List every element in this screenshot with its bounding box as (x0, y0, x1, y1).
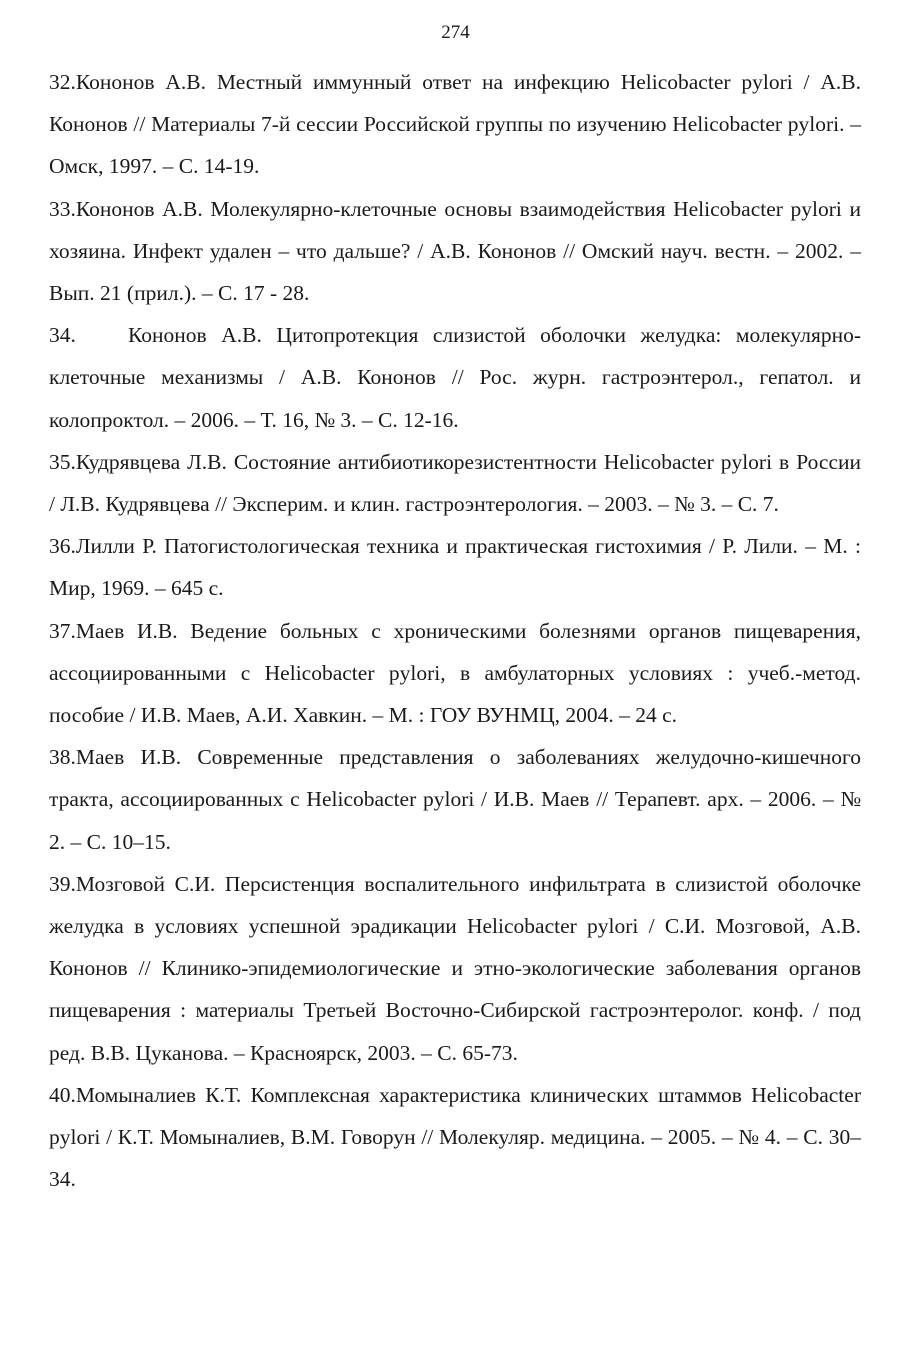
reference-number: 40. (49, 1082, 76, 1107)
reference-text: Лилли Р. Патогистологическая техника и практическая гистохимия / Р. Лили. – М. : Мир, 1969. – 645 с. (49, 534, 861, 601)
reference-text: Кононов А.В. Цитопротекция слизистой оболочки желудка: молекулярно-клеточные механизмы / А.В. Кононов // Рос. журн. гастроэнтерол., гепатол. и колопроктол. – 2006. – Т. 16, № 3. – С. 12-16. (49, 323, 861, 432)
reference-text: Кудрявцева Л.В. Состояние антибиотикорезистентности Helicobacter pylori в России / Л.В. Кудрявцева // Эксперим. и клин. гастроэнтерология. – 2003. – № 3. – С. 7. (49, 449, 861, 517)
reference-34 (49, 314, 861, 441)
reference-text: Момыналиев К.Т. Комплексная характеристика клинических штаммов Helicobacter pylori / К.Т. Момыналиев, В.М. Говорун // Молекуляр. медицина. – 2005. – № 4. – С. 30–34. (49, 1082, 861, 1192)
reference-text: Маев И.В. Современные представления о заболеваниях желудочно-кишечного тракта, ассоциированных с Helicobacter pylori / И.В. Маев // Терапевт. арх. – 2006. – № 2. – С. 10–15. (49, 745, 861, 854)
reference-text: Мозговой С.И. Персистенция воспалительного инфильтрата в слизистой оболочке желудка в условиях успешной эрадикации Helicobacter pylori / С.И. Мозговой, А.В. Кононов // Клинико-эпидемиологические и этно-экологические заболевания органов пищеварения : материалы Третьей Восточно-Сибирской гастроэнтеролог. конф. / под ред. В.В. Цуканова. – Красноярск, 2003. – С. 65-73. (49, 871, 861, 1065)
reference-number: 39. (49, 871, 76, 896)
reference-33 (49, 188, 861, 315)
reference-number: 34. (49, 323, 76, 348)
reference-number: 37. (49, 618, 76, 643)
reference-number: 38. (49, 745, 76, 770)
reference-36 (49, 525, 861, 609)
reference-37 (49, 610, 861, 737)
reference-text: Кононов А.В. Местный иммунный ответ на инфекцию Helicobacter pylori / А.В. Кононов // Материалы 7-й сессии Российской группы по изучению Helicobacter pylori. – Омск, 1997. – С. 14-19. (49, 70, 861, 179)
reference-number: 35. (49, 449, 76, 474)
reference-number: 32. (49, 70, 76, 94)
reference-40 (49, 1074, 861, 1201)
reference-32 (49, 61, 861, 188)
reference-35 (49, 441, 861, 525)
reference-text: Кононов А.В. Молекулярно-клеточные основы взаимодействия Helicobacter pylori и хозяина. Инфект удален – что дальше? / А.В. Кононов // Омский науч. вестн. – 2002. – Вып. 21 (прил.). – С. 17 - 28. (49, 196, 861, 306)
reference-text: Маев И.В. Ведение больных с хроническими болезнями органов пищеварения, ассоциированными с Helicobacter pylori, в амбулаторных условиях : учеб.-метод. пособие / И.В. Маев, А.И. Хавкин. – М. : ГОУ ВУНМЦ, 2004. – 24 с. (49, 618, 861, 728)
reference-number: 36. (49, 534, 76, 559)
reference-number: 33. (49, 196, 76, 221)
page-number: 274 (441, 22, 470, 43)
reference-list (49, 61, 861, 1200)
reference-39 (49, 863, 861, 1074)
reference-38 (49, 736, 861, 863)
